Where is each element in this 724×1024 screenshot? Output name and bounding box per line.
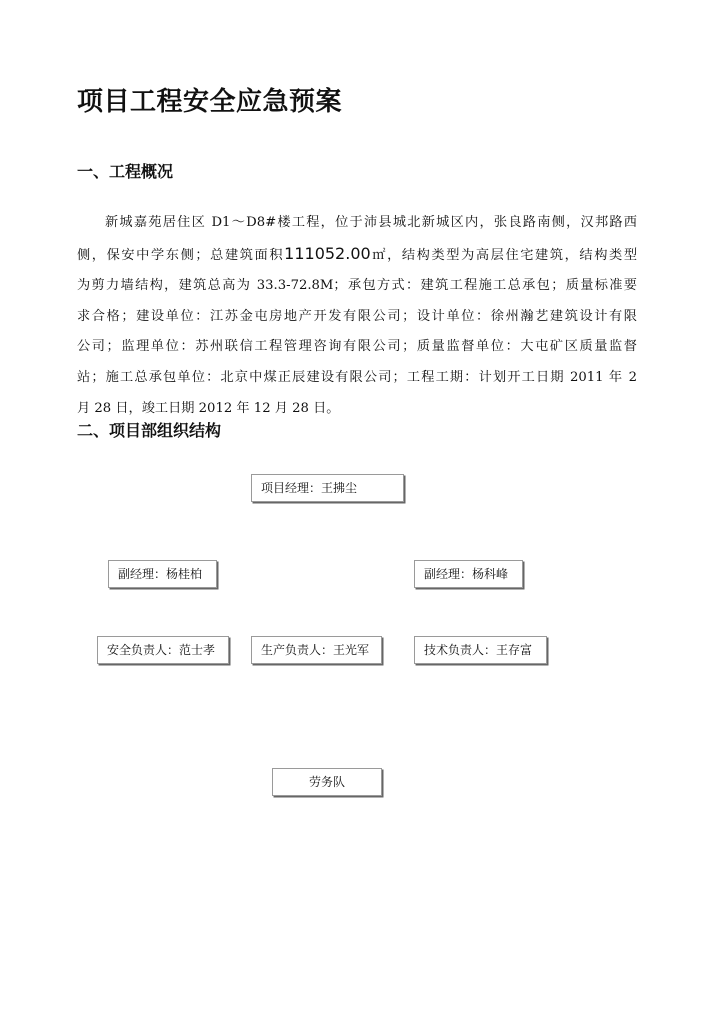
paragraph-line: [77, 239, 637, 272]
org-box-labor-team: 劳务队: [272, 768, 382, 796]
org-box-technical-lead: 技术负责人：王存富: [414, 636, 547, 664]
org-box-project-manager: 项目经理：王拂尘: [251, 474, 404, 502]
paragraph-line: 站；施工总承包单位：北京中煤正辰建设有限公司；工程工期：计划开工日期 2011 年 2: [77, 369, 637, 385]
paragraph-text: 侧，保安中学东侧；总建筑面积: [77, 247, 285, 263]
org-box-safety-lead: 安全负责人：范士孝: [97, 636, 229, 664]
section-heading-overview: 一、工程概况: [77, 162, 174, 181]
paragraph-line: 月 28 日，竣工日期 2012 年 12 月 28 日。: [77, 400, 340, 416]
org-box-production-lead: 生产负责人：王光军: [251, 636, 382, 664]
overview-paragraph: [77, 208, 637, 424]
document-title: 项目工程安全应急预案: [77, 87, 343, 117]
org-box-deputy-manager-2: 副经理：杨科峰: [414, 560, 523, 588]
paragraph-line: 公司；监理单位：苏州联信工程管理咨询有限公司；质量监督单位：大屯矿区质量监督: [77, 339, 637, 355]
total-area-value: 111052.00: [284, 243, 371, 263]
paragraph-line: 为剪力墙结构，建筑总高为 33.3-72.8M；承包方式：建筑工程施工总承包；质量标准要: [77, 278, 637, 294]
paragraph-line: 求合格；建设单位：江苏金屯房地产开发有限公司；设计单位：徐州瀚艺建筑设计有限: [77, 308, 637, 324]
paragraph-text: ㎡，结构类型为高层住宅建筑，结构类型: [370, 247, 638, 263]
org-box-deputy-manager-1: 副经理：杨桂柏: [108, 560, 217, 588]
paragraph-line: 新城嘉苑居住区 D1～D8#楼工程，位于沛县城北新城区内，张良路南侧，汉邦路西: [105, 215, 637, 230]
section-heading-org-structure: 二、项目部组织结构: [77, 421, 222, 440]
